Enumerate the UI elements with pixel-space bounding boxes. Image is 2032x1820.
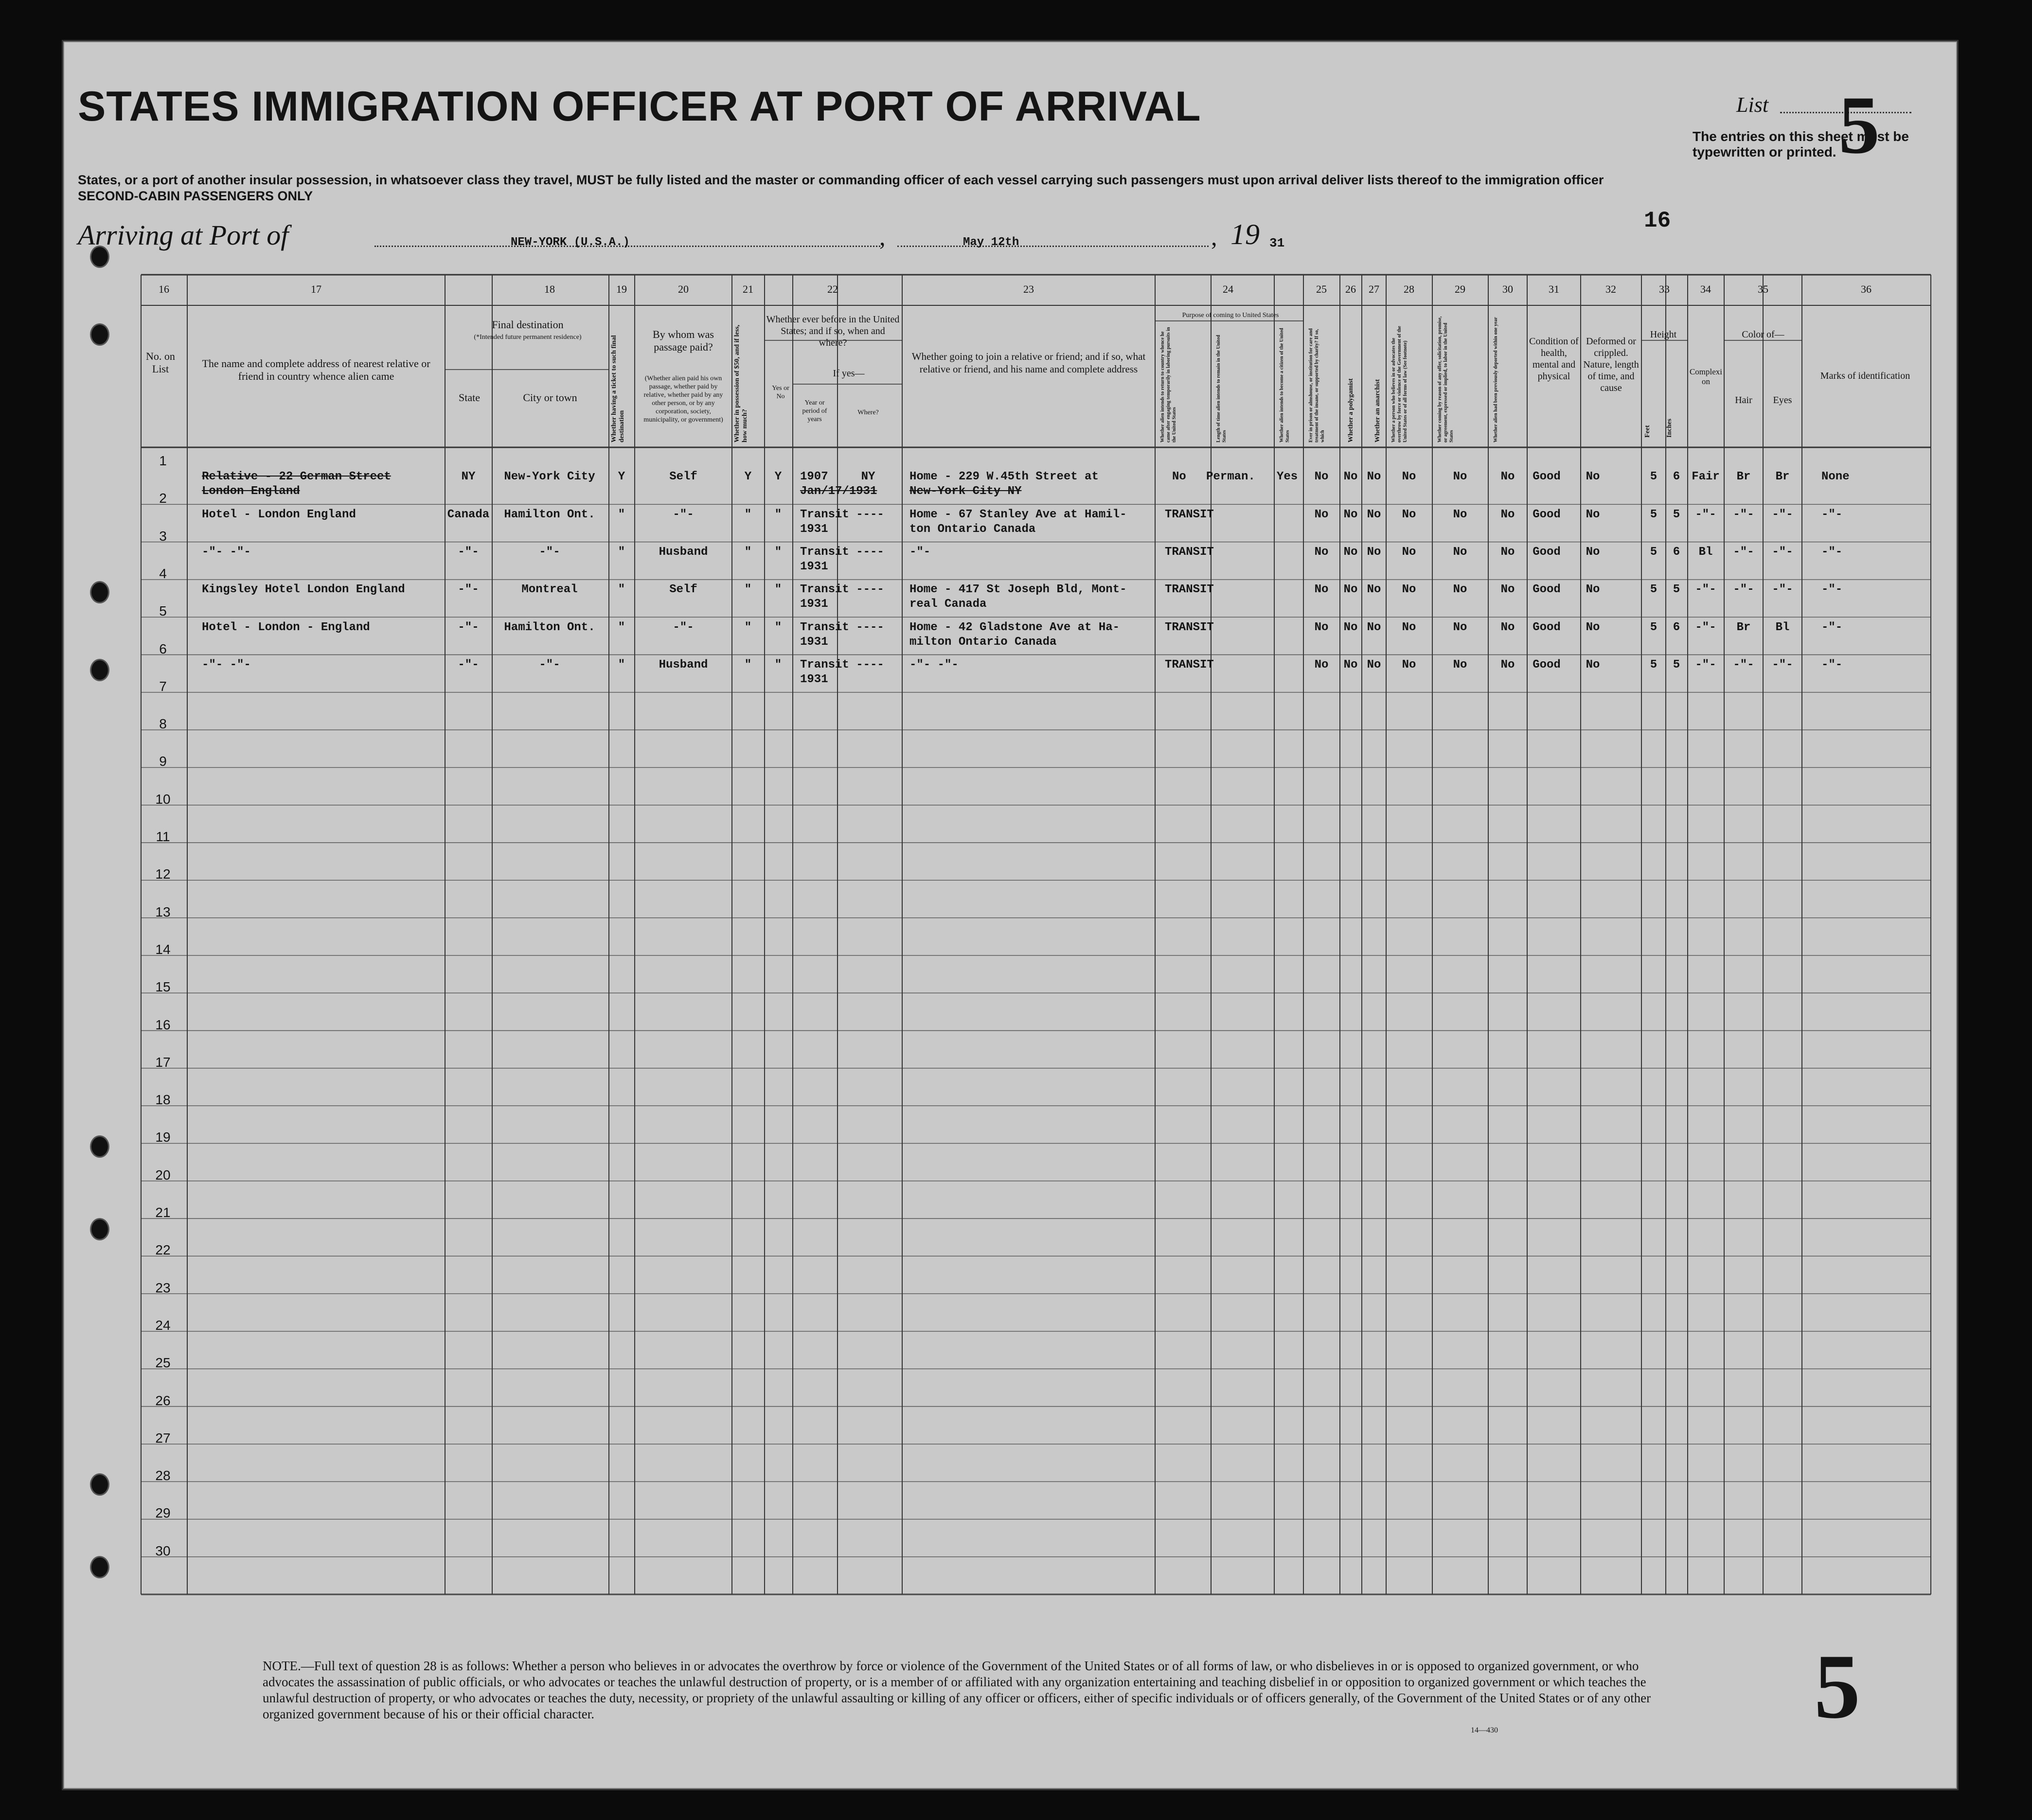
column-number: 31	[1549, 283, 1559, 295]
health-cell: Good	[1533, 583, 1561, 597]
header-deported: Whether alien had been previously deported within one year	[1493, 317, 1498, 442]
health-cell: Good	[1533, 620, 1561, 634]
row-number: 21	[155, 1205, 171, 1220]
ticket-cell: Y	[618, 470, 625, 484]
state-cell: -"-	[458, 583, 479, 597]
join-relative-cell: Home - 229 W.45th Street at	[909, 470, 1099, 484]
year-cell: Transit ----	[800, 583, 884, 597]
typewritten-note: The entries on this sheet must be typewritten or printed.	[1693, 129, 1909, 159]
column-number: 33	[1659, 283, 1670, 295]
prison-cell: No	[1314, 620, 1329, 634]
eyes-cell: Br	[1775, 470, 1790, 484]
feet-cell: 5	[1650, 545, 1658, 559]
state-cell: -"-	[458, 620, 479, 634]
purpose-cell: TRANSIT	[1165, 658, 1214, 671]
eyes-cell: -"-	[1772, 508, 1793, 521]
feet-cell: 5	[1650, 583, 1658, 597]
deformed-cell: No	[1586, 620, 1600, 634]
ever-before-cell: "	[774, 620, 782, 634]
row-number: 13	[155, 904, 171, 919]
header-offer: Whether coming by reason of any offer, solicitation, promise, or agreement, expressed or implied, to labor in the United States	[1437, 316, 1454, 442]
row-number: 30	[155, 1543, 171, 1558]
overthrow-cell: No	[1402, 658, 1416, 671]
header-if-yes: If yes—	[833, 368, 865, 379]
offer-cell: No	[1453, 620, 1467, 634]
ever-before-cell: "	[774, 508, 782, 521]
relative-address: London England	[202, 485, 300, 498]
row-number: 4	[159, 565, 167, 581]
header-feet: Feet	[1644, 425, 1651, 438]
ticket-cell: "	[618, 508, 625, 521]
polygamist-cell: No	[1343, 620, 1358, 634]
header-year-period: Year or period of years	[802, 399, 827, 423]
row-number: 26	[155, 1393, 171, 1408]
complexion-cell: -"-	[1695, 508, 1716, 521]
join-relative-cell: Home - 417 St Joseph Bld, Mont-	[909, 583, 1127, 597]
ever-before-cell: "	[774, 658, 782, 671]
deported-cell: No	[1500, 545, 1515, 559]
year-cell: 1931	[800, 672, 828, 686]
year-cell: Transit ----	[800, 545, 884, 559]
city-cell: -"-	[539, 658, 560, 671]
header-yes-no: Yes or No	[772, 385, 789, 400]
deported-cell: No	[1500, 470, 1515, 484]
header-anarchist: Whether an anarchist	[1374, 379, 1381, 442]
join-relative-cell: New-York City NY	[909, 485, 1022, 498]
prison-cell: No	[1314, 470, 1329, 484]
offer-cell: No	[1453, 470, 1467, 484]
cabin-class: SECOND-CABIN PASSENGERS ONLY	[78, 189, 313, 203]
complexion-cell: -"-	[1695, 620, 1716, 634]
length-of-stay-cell: Perman.	[1206, 470, 1255, 484]
complexion-cell: Bl	[1698, 545, 1713, 559]
passage-paid-cell: Husband	[659, 545, 708, 559]
ever-before-cell: "	[774, 545, 782, 559]
overthrow-cell: No	[1402, 508, 1416, 521]
purpose-cell: TRANSIT	[1165, 620, 1214, 634]
column-number: 34	[1700, 283, 1711, 295]
column-number: 19	[616, 283, 627, 295]
header-deformed: Deformed or crippled. Nature, length of time, and cause	[1583, 336, 1639, 393]
column-number: 29	[1455, 283, 1465, 295]
purpose-cell: No	[1172, 470, 1186, 484]
inches-cell: 6	[1673, 620, 1680, 634]
header-where: Where?	[857, 409, 879, 416]
passage-paid-cell: Self	[669, 470, 697, 484]
header-overthrow: Whether a person who believes in or advocates the overthrow by force or violence of the Government of the United States or of all forms of law (See footnote)	[1391, 326, 1408, 442]
hair-cell: Br	[1736, 620, 1751, 634]
header-passage-paid: By whom was passage paid?	[653, 328, 714, 353]
passage-paid-cell: Self	[669, 583, 697, 597]
column-number: 18	[544, 283, 555, 295]
offer-cell: No	[1453, 583, 1467, 597]
feet-cell: 5	[1650, 658, 1658, 671]
row-number: 19	[155, 1130, 171, 1145]
join-relative-cell: Home - 42 Gladstone Ave at Ha-	[909, 620, 1120, 634]
list-label: List	[1736, 93, 1769, 117]
subtitle: States, or a port of another insular possession, in whatsoever class they travel, MUST be fully listed and the master or commanding officer of each vessel carrying such passengers must upon arrival deliver lists thereof to the immigration officer	[78, 173, 1604, 187]
ticket-cell: "	[618, 545, 625, 559]
marks-cell: -"-	[1821, 658, 1843, 671]
fifty-dollars-cell: "	[744, 658, 752, 671]
city-cell: Hamilton Ont.	[504, 620, 595, 634]
fifty-dollars-cell: "	[744, 620, 752, 634]
prison-cell: No	[1314, 545, 1329, 559]
fifty-dollars-cell: "	[744, 583, 752, 597]
health-cell: Good	[1533, 545, 1561, 559]
header-purpose: Purpose of coming to United States	[1182, 312, 1279, 319]
column-number: 36	[1861, 283, 1872, 295]
page-number: 5	[1814, 1636, 1860, 1738]
deformed-cell: No	[1586, 508, 1600, 521]
separator: ,	[1211, 223, 1217, 250]
where-cell: NY	[861, 470, 875, 484]
marks-cell: -"-	[1821, 583, 1843, 597]
prison-cell: No	[1314, 658, 1329, 671]
overthrow-cell: No	[1402, 470, 1416, 484]
column-number: 17	[311, 283, 321, 295]
header-passage-paid-note: (Whether alien paid his own passage, whether paid by relative, whether paid by any other person, or by any corporation, society, municipality, or government)	[643, 375, 723, 424]
row-number: 22	[155, 1242, 171, 1258]
header-state: State	[459, 391, 480, 404]
ever-before-cell: "	[774, 583, 782, 597]
year-cell: 1931	[800, 635, 828, 649]
state-cell: -"-	[458, 545, 479, 559]
health-cell: Good	[1533, 508, 1561, 521]
column-number: 24	[1223, 283, 1233, 295]
deported-cell: No	[1500, 620, 1515, 634]
year-cell: 1907	[800, 470, 828, 484]
header-final-destination-note: (*Intended future permanent residence)	[474, 334, 582, 341]
polygamist-cell: No	[1343, 508, 1358, 521]
year-cell: Jan/17/1931	[800, 485, 877, 498]
hair-cell: -"-	[1733, 508, 1754, 521]
ticket-cell: "	[618, 658, 625, 671]
row-number: 25	[155, 1355, 171, 1371]
inches-cell: 6	[1673, 470, 1680, 484]
row-number: 28	[155, 1468, 171, 1484]
row-number: 3	[159, 528, 167, 544]
relative-address: -"- -"-	[202, 545, 251, 559]
header-color-of: Color of—	[1742, 329, 1784, 340]
eyes-cell: -"-	[1772, 545, 1793, 559]
arrival-date: May 12th	[963, 236, 1019, 249]
column-number: 35	[1758, 283, 1768, 295]
column-number: 30	[1502, 283, 1513, 295]
year-cell: 1931	[800, 560, 828, 573]
header-purpose-b: Length of time alien intends to remain in the United States	[1216, 335, 1227, 442]
hair-cell: Br	[1736, 470, 1751, 484]
feet-cell: 5	[1650, 470, 1658, 484]
header-health: Condition of health, mental and physical	[1529, 336, 1579, 382]
header-no-on-list: No. on List	[146, 350, 175, 375]
header-city: City or town	[523, 391, 577, 404]
purpose-cell: TRANSIT	[1165, 583, 1214, 597]
header-purpose-a: Whether alien intends to return to country whence he came after engaging temporarily in laboring pursuits in the United States	[1160, 327, 1177, 442]
deformed-cell: No	[1586, 470, 1600, 484]
hair-cell: -"-	[1733, 545, 1754, 559]
footnote-text: NOTE.—Full text of question 28 is as follows: Whether a person who believes in or advocates the overthrow by force or violence of the Government of the United States or of all forms of law, or who disbelieves in or is opposed to organized government, or who advocates the assassination of public officials, or who advocates or teaches the unlawful destruction of property, or is a member of or affiliated with any organization entertaining and teaching disbelief in or opposition to organized government or which teaches the unlawful destruction of property, or who advocates or teaches the duty, necessity, or propriety of the unlawful assaulting or killing of any officer or officers, either of specific individuals or of officers generally, of the Government of the United States or of any other organized government because of his or their official character.	[263, 1659, 1651, 1721]
citizen-intent-cell: Yes	[1277, 470, 1298, 484]
row-number: 17	[155, 1054, 171, 1070]
header-final-destination: Final destination	[492, 318, 564, 331]
column-number: 26	[1345, 283, 1356, 295]
row-number: 10	[155, 791, 171, 807]
column-number: 21	[743, 283, 753, 295]
year-cell: Transit ----	[800, 658, 884, 671]
deformed-cell: No	[1586, 658, 1600, 671]
purpose-cell: TRANSIT	[1165, 508, 1214, 521]
inches-cell: 5	[1673, 583, 1680, 597]
offer-cell: No	[1453, 545, 1467, 559]
row-number: 14	[155, 941, 171, 957]
relative-address: -"- -"-	[202, 658, 251, 671]
deformed-cell: No	[1586, 545, 1600, 559]
marks-cell: None	[1821, 470, 1850, 484]
column-number: 16	[159, 283, 169, 295]
passage-paid-cell: -"-	[673, 620, 694, 634]
join-relative-cell: -"- -"-	[909, 658, 959, 671]
row-number: 18	[155, 1092, 171, 1108]
state-cell: Canada	[447, 508, 490, 521]
join-relative-cell: ton Ontario Canada	[909, 522, 1036, 536]
relative-address: Hotel - London - England	[202, 620, 370, 634]
inches-cell: 5	[1673, 658, 1680, 671]
footnote	[263, 1658, 1683, 1738]
anarchist-cell: No	[1367, 658, 1381, 671]
health-cell: Good	[1533, 470, 1561, 484]
state-cell: -"-	[458, 658, 479, 671]
polygamist-cell: No	[1343, 583, 1358, 597]
ticket-cell: "	[618, 583, 625, 597]
row-number: 7	[159, 678, 167, 694]
year-cell: 1931	[800, 522, 828, 536]
prison-cell: No	[1314, 583, 1329, 597]
row-number: 8	[159, 716, 167, 732]
row-number: 5	[159, 603, 167, 619]
row-number: 2	[159, 491, 167, 506]
column-number: 32	[1605, 283, 1616, 295]
city-cell: Montreal	[521, 583, 578, 597]
overthrow-cell: No	[1402, 545, 1416, 559]
relative-address: Relative - 22 German Street	[202, 470, 391, 484]
prison-cell: No	[1314, 508, 1329, 521]
purpose-cell: TRANSIT	[1165, 545, 1214, 559]
port-value: NEW-YORK (U.S.A.)	[511, 236, 630, 249]
eyes-cell: -"-	[1772, 583, 1793, 597]
feet-cell: 5	[1650, 620, 1658, 634]
polygamist-cell: No	[1343, 545, 1358, 559]
deported-cell: No	[1500, 658, 1515, 671]
year-cell: Transit ----	[800, 620, 884, 634]
row-number: 24	[155, 1317, 171, 1333]
ever-before-cell: Y	[774, 470, 782, 484]
offer-cell: No	[1453, 658, 1467, 671]
ticket-cell: "	[618, 620, 625, 634]
column-number: 22	[827, 283, 838, 295]
year-prefix: 19	[1230, 218, 1260, 250]
form-code: 14—430	[1471, 1726, 1498, 1734]
header-join-relative: Whether going to join a relative or friend; and if so, what relative or friend, and his name and complete address	[911, 351, 1146, 375]
header-polygamist: Whether a polygamist	[1347, 378, 1355, 442]
anarchist-cell: No	[1367, 508, 1381, 521]
header-eyes: Eyes	[1773, 395, 1792, 406]
page-title: STATES IMMIGRATION OFFICER AT PORT OF ARRIVAL	[78, 83, 1201, 130]
health-cell: Good	[1533, 658, 1561, 671]
year-cell: 1931	[800, 598, 828, 611]
overthrow-cell: No	[1402, 583, 1416, 597]
row-number: 11	[156, 829, 170, 844]
sheet-reference: 16	[1644, 208, 1671, 233]
row-number: 12	[155, 866, 171, 882]
overthrow-cell: No	[1402, 620, 1416, 634]
inches-cell: 5	[1673, 508, 1680, 521]
row-number: 23	[155, 1280, 171, 1295]
header-prison: Ever in prison or almshouse, or institution for care and treatment of the insane, or supported by charity? If so, which	[1308, 328, 1325, 442]
deformed-cell: No	[1586, 583, 1600, 597]
arriving-label: Arriving at Port of	[78, 219, 289, 251]
city-cell: New-York City	[504, 470, 595, 484]
inches-cell: 6	[1673, 545, 1680, 559]
anarchist-cell: No	[1367, 583, 1381, 597]
anarchist-cell: No	[1367, 545, 1381, 559]
marks-cell: -"-	[1821, 620, 1843, 634]
header-purpose-c: Whether alien intends to become a citizen of the United States	[1279, 328, 1290, 442]
header-hair: Hair	[1735, 395, 1752, 406]
row-number: 16	[155, 1017, 171, 1032]
passage-paid-cell: -"-	[673, 508, 694, 521]
deported-cell: No	[1500, 508, 1515, 521]
column-number: 20	[678, 283, 689, 295]
anarchist-cell: No	[1367, 470, 1381, 484]
complexion-cell: -"-	[1695, 658, 1716, 671]
row-number: 20	[155, 1167, 171, 1183]
marks-cell: -"-	[1821, 508, 1843, 521]
header-complexion: Complexion	[1689, 367, 1723, 386]
header-inches: Inches	[1666, 419, 1673, 438]
anarchist-cell: No	[1367, 620, 1381, 634]
column-number: 27	[1369, 283, 1379, 295]
row-number: 9	[159, 754, 167, 769]
year-cell: Transit ----	[800, 508, 884, 521]
header-ever-before: Whether ever before in the United States; and if so, when and where?	[766, 314, 900, 348]
column-number: 25	[1316, 283, 1327, 295]
header-height: Height	[1650, 329, 1677, 340]
eyes-cell: -"-	[1772, 658, 1793, 671]
passage-paid-cell: Husband	[659, 658, 708, 671]
relative-address: Hotel - London England	[202, 508, 356, 521]
header-nearest-relative: The name and complete address of nearest relative or friend in country whence alien came	[202, 357, 430, 382]
offer-cell: No	[1453, 508, 1467, 521]
complexion-cell: -"-	[1695, 583, 1716, 597]
row-number: 15	[155, 979, 171, 995]
polygamist-cell: No	[1343, 658, 1358, 671]
row-number: 1	[159, 453, 167, 468]
feet-cell: 5	[1650, 508, 1658, 521]
join-relative-cell: -"-	[909, 545, 931, 559]
list-number: 5	[1838, 79, 1880, 171]
fifty-dollars-cell: "	[744, 545, 752, 559]
deported-cell: No	[1500, 583, 1515, 597]
column-number: 23	[1023, 283, 1034, 295]
fifty-dollars-cell: Y	[744, 470, 752, 484]
row-number: 29	[155, 1505, 171, 1521]
hair-cell: -"-	[1733, 583, 1754, 597]
header-fifty-dollars: Whether in possession of $50, and if less, how much?	[733, 324, 749, 442]
city-cell: -"-	[539, 545, 560, 559]
header-marks: Marks of identification	[1820, 371, 1910, 381]
complexion-cell: Fair	[1692, 470, 1720, 484]
polygamist-cell: No	[1343, 470, 1358, 484]
column-number: 28	[1404, 283, 1414, 295]
row-number: 6	[159, 641, 167, 656]
fifty-dollars-cell: "	[744, 508, 752, 521]
row-number: 27	[155, 1430, 171, 1446]
join-relative-cell: milton Ontario Canada	[909, 635, 1057, 649]
year-suffix: 31	[1269, 236, 1285, 250]
city-cell: Hamilton Ont.	[504, 508, 595, 521]
join-relative-cell: Home - 67 Stanley Ave at Hamil-	[909, 508, 1127, 521]
relative-address: Kingsley Hotel London England	[202, 583, 405, 597]
marks-cell: -"-	[1821, 545, 1843, 559]
state-cell: NY	[461, 470, 476, 484]
eyes-cell: Bl	[1775, 620, 1790, 634]
header-ticket: Whether having a ticket to such final destination	[610, 335, 625, 442]
join-relative-cell: real Canada	[909, 598, 987, 611]
separator: ,	[879, 223, 886, 250]
hair-cell: -"-	[1733, 658, 1754, 671]
